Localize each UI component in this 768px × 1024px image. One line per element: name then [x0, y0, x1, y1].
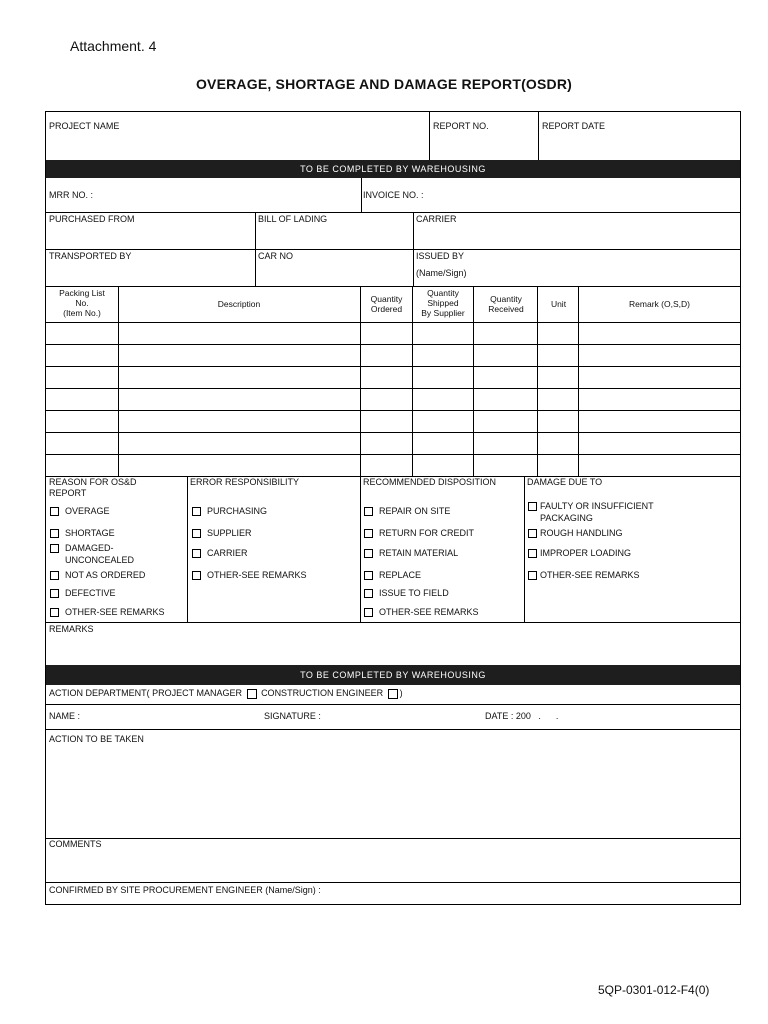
project-manager-checkbox-icon[interactable]: [247, 689, 257, 699]
checkbox-icon[interactable]: [50, 589, 59, 598]
checkbox-icon[interactable]: [192, 507, 201, 516]
checkbox-icon[interactable]: [192, 529, 201, 538]
invoice-no-label: INVOICE NO. :: [363, 190, 424, 200]
checkbox-icon[interactable]: [192, 571, 201, 580]
col-qty-shipped-header: Quantity Shipped By Supplier: [421, 288, 465, 318]
checkbox-icon[interactable]: [364, 507, 373, 516]
col-qty-received-header: Quantity Received: [488, 294, 524, 314]
checkbox-icon[interactable]: [50, 571, 59, 580]
col-description-header: Description: [217, 299, 261, 309]
disposition-replace[interactable]: REPLACE: [364, 570, 421, 581]
disposition-other[interactable]: OTHER-SEE REMARKS: [364, 607, 479, 618]
disposition-issue[interactable]: ISSUE TO FIELD: [364, 588, 449, 599]
damage-faulty[interactable]: FAULTY OR INSUFFICIENT: [528, 501, 654, 512]
action-department-row: ACTION DEPARTMENT( PROJECT MANAGER CONSTRUCTION ENGINEER ): [49, 688, 403, 698]
carrier-label: CARRIER: [416, 214, 457, 224]
reason-damaged[interactable]: DAMAGED-: [50, 543, 114, 554]
warehousing-band: TO BE COMPLETED BY WAREHOUSING: [46, 160, 740, 178]
car-no-label: CAR NO: [258, 251, 294, 261]
error-carrier[interactable]: CARRIER: [192, 548, 248, 559]
reason-defective[interactable]: DEFECTIVE: [50, 588, 116, 599]
checkbox-icon[interactable]: [528, 502, 537, 511]
col-packing-header: Packing List No. (Item No.): [59, 288, 105, 318]
checkbox-icon[interactable]: [528, 529, 537, 538]
remarks-label: REMARKS: [49, 624, 94, 634]
signature-label: SIGNATURE :: [264, 711, 321, 721]
col-unit-header: Unit: [550, 299, 567, 309]
checkbox-icon[interactable]: [364, 571, 373, 580]
issued-by-label: ISSUED BY: [416, 251, 465, 261]
error-supplier[interactable]: SUPPLIER: [192, 528, 252, 539]
col-qty-ordered-header: Quantity Ordered: [370, 294, 403, 314]
checkbox-icon[interactable]: [364, 529, 373, 538]
checkbox-icon[interactable]: [364, 589, 373, 598]
mrr-no-label: MRR NO. :: [49, 190, 93, 200]
disposition-return[interactable]: RETURN FOR CREDIT: [364, 528, 474, 539]
issued-by-sub-label: (Name/Sign): [416, 268, 467, 278]
warehousing-band-2: TO BE COMPLETED BY WAREHOUSING: [46, 665, 740, 685]
report-no-label: REPORT NO.: [433, 121, 489, 131]
disposition-title: RECOMMENDED DISPOSITION: [363, 477, 497, 487]
reason-unconcealed-label: UNCONCEALED: [65, 555, 135, 565]
checkbox-icon[interactable]: [192, 549, 201, 558]
damage-other[interactable]: OTHER-SEE REMARKS: [528, 570, 640, 581]
reason-shortage[interactable]: SHORTAGE: [50, 528, 115, 539]
col-remark-header: Remark (O,S,D): [629, 299, 690, 309]
action-to-be-taken-label: ACTION TO BE TAKEN: [49, 734, 144, 744]
checkbox-icon[interactable]: [364, 549, 373, 558]
checkbox-icon[interactable]: [50, 608, 59, 617]
purchased-from-label: PURCHASED FROM: [49, 214, 135, 224]
comments-label: COMMENTS: [49, 839, 102, 849]
reason-overage[interactable]: OVERAGE: [50, 506, 110, 517]
project-name-label: PROJECT NAME: [49, 121, 120, 131]
form-code: 5QP-0301-012-F4(0): [598, 983, 710, 997]
checkbox-icon[interactable]: [364, 608, 373, 617]
error-purchasing[interactable]: PURCHASING: [192, 506, 267, 517]
disposition-retain[interactable]: RETAIN MATERIAL: [364, 548, 458, 559]
reason-not-as-ordered[interactable]: NOT AS ORDERED: [50, 570, 145, 581]
damage-rough[interactable]: ROUGH HANDLING: [528, 528, 623, 539]
checkbox-icon[interactable]: [50, 529, 59, 538]
reason-title: REASON FOR OS&D REPORT: [49, 477, 137, 498]
construction-engineer-checkbox-icon[interactable]: [388, 689, 398, 699]
damage-title: DAMAGE DUE TO: [527, 477, 603, 487]
date-label: DATE : 200 . .: [485, 711, 559, 721]
confirmed-by-label: CONFIRMED BY SITE PROCUREMENT ENGINEER (Name/Sign) :: [49, 885, 321, 895]
checkbox-icon[interactable]: [528, 549, 537, 558]
reason-other[interactable]: OTHER-SEE REMARKS: [50, 607, 165, 618]
bill-of-lading-label: BILL OF LADING: [258, 214, 328, 224]
name-label: NAME :: [49, 711, 81, 721]
report-date-label: REPORT DATE: [542, 121, 606, 131]
damage-improper[interactable]: IMPROPER LOADING: [528, 548, 631, 559]
error-title: ERROR RESPONSIBILITY: [190, 477, 300, 487]
checkbox-icon[interactable]: [50, 507, 59, 516]
attachment-label: Attachment. 4: [70, 38, 157, 54]
disposition-repair[interactable]: REPAIR ON SITE: [364, 506, 450, 517]
damage-packaging-label: PACKAGING: [540, 513, 593, 523]
checkbox-icon[interactable]: [50, 544, 59, 553]
form-title: OVERAGE, SHORTAGE AND DAMAGE REPORT(OSDR): [195, 76, 573, 92]
error-other[interactable]: OTHER-SEE REMARKS: [192, 570, 307, 581]
transported-by-label: TRANSPORTED BY: [49, 251, 132, 261]
osdr-form: [45, 111, 741, 905]
checkbox-icon[interactable]: [528, 571, 537, 580]
